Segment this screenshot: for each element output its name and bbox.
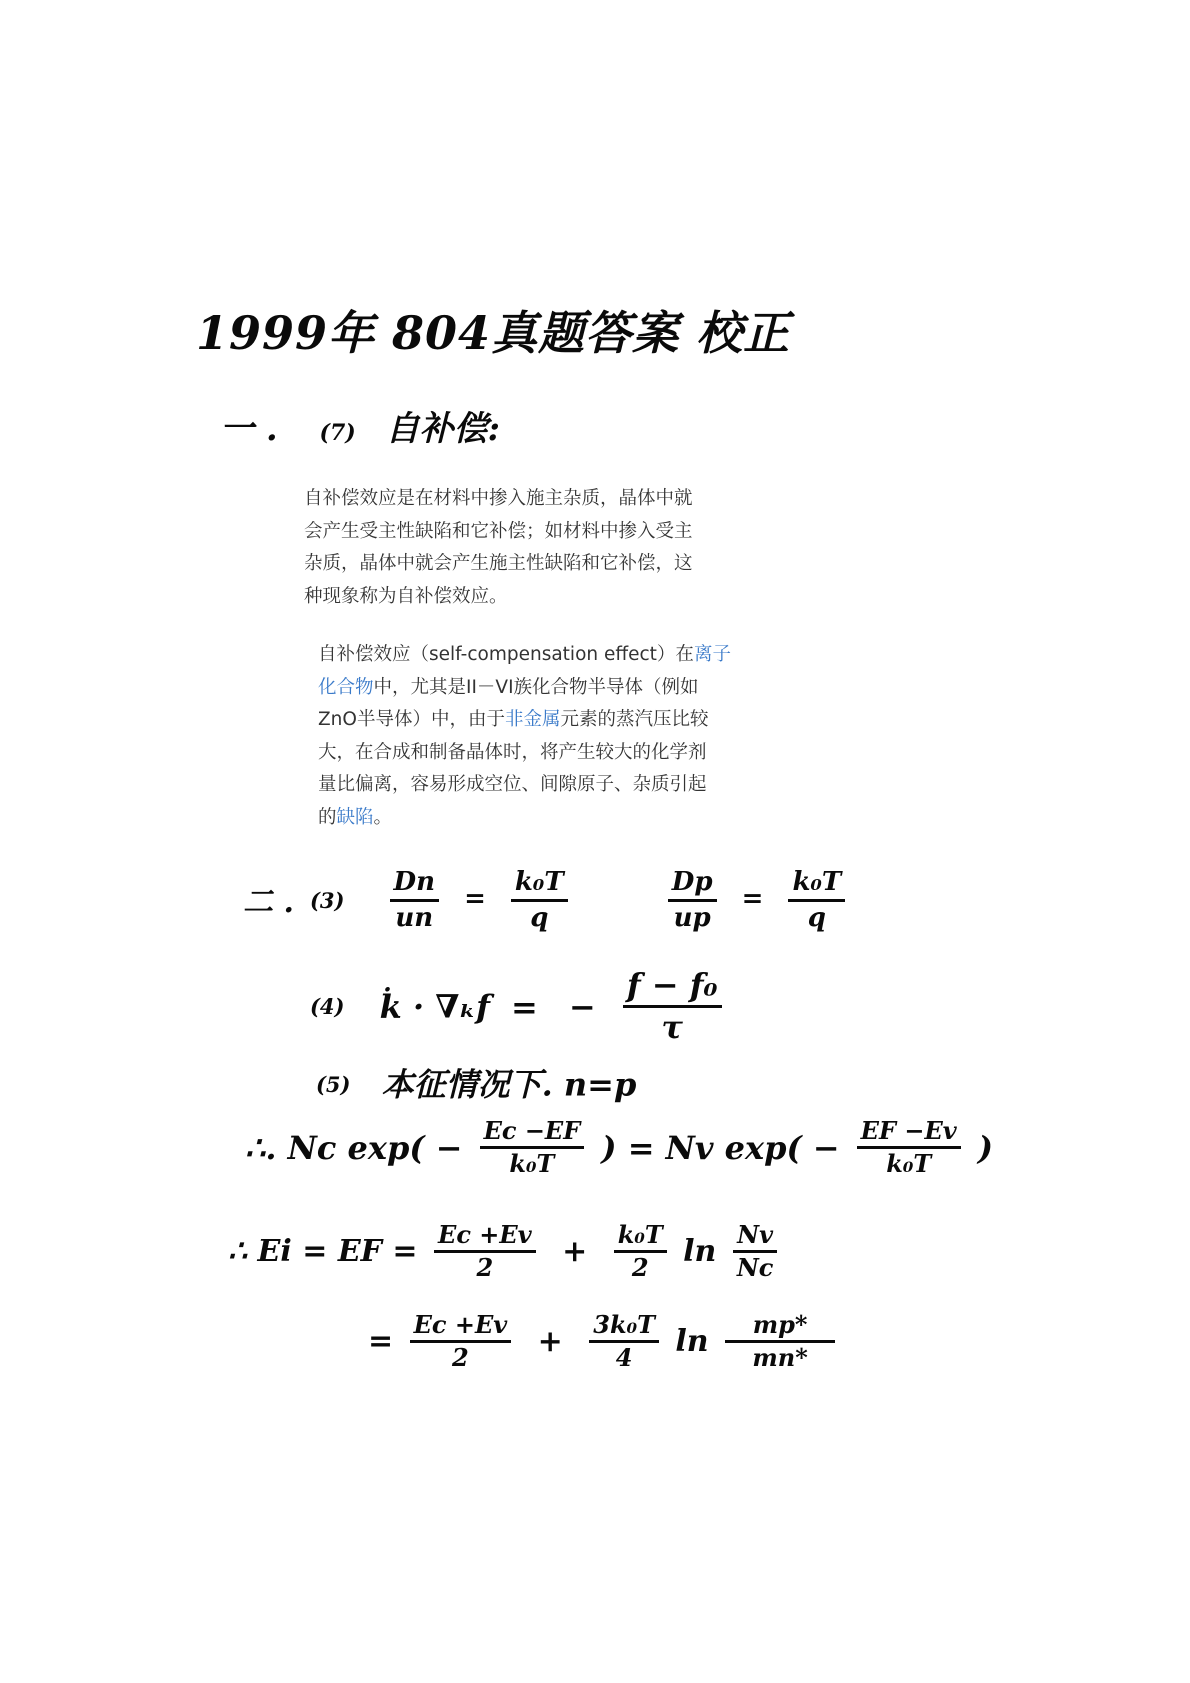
question-5 [316, 1065, 637, 1104]
link-compound[interactable]: 化合物 [318, 676, 374, 698]
fraction-numerator: Nv [737, 1220, 774, 1249]
fraction-denominator: 2 [476, 1253, 494, 1283]
fraction-denominator: k₀T [509, 1149, 555, 1179]
fraction-numerator: EF −Ev [860, 1116, 957, 1145]
fraction-numerator: k₀T [617, 1220, 663, 1249]
handwritten-title: 1999年 804真题答案 校正 [196, 306, 791, 360]
midgap-fraction [434, 1222, 536, 1282]
excerpt-definition [304, 483, 719, 613]
equals-sign: = [464, 884, 486, 915]
fraction-denominator: Nc [736, 1253, 774, 1283]
equals-sign: = [741, 884, 764, 915]
einstein-relation-n-rhs [511, 868, 568, 932]
derivation-line-1: ∴. Nc exp( − $\frac{Ec -EF}{\text{k₀T}}$ ) = Nv exp( − $\frac{EF -Ev}{\text{k₀T}}$ ) [245, 1116, 993, 1179]
excerpt-line: 量比偏离，容易形成空位、间隙原子、杂质引起 [318, 774, 707, 795]
excerpt-line: 杂质，晶体中就会产生施主性缺陷和它补偿，这 [304, 553, 693, 574]
link-nonmetal[interactable]: 非金属 [504, 709, 561, 730]
fraction-numerator: Dn [393, 867, 435, 897]
fraction-denominator: k₀T [886, 1149, 932, 1179]
fraction-denominator: q [530, 902, 549, 933]
fraction-denominator: 2 [631, 1253, 649, 1283]
link-ionic[interactable]: 离子 [693, 644, 731, 665]
fraction-bar [788, 899, 845, 902]
section-1-number: (7) [319, 420, 356, 446]
fraction-denominator: mn* [752, 1343, 808, 1373]
derivation-line-2: ∴ Ei = EF = $\frac{Ec +Ev}{2}$ + $\frac{\text{k₀T}}{2}$ ln $\frac{Nv}{Nc}$ [228, 1222, 783, 1282]
fraction-denominator: 4 [615, 1343, 633, 1373]
einstein-relation-p-rhs [788, 868, 845, 932]
question-5-number: (5) [316, 1072, 351, 1097]
excerpt-line: 的缺陷。 [318, 806, 393, 828]
section-1-title: 自补偿: [385, 409, 501, 449]
excerpt-line: 自补偿效应（self-compensation effect）在离子 [318, 644, 731, 665]
fraction-bar [390, 899, 439, 902]
minus-sign: − [568, 987, 596, 1026]
excerpt-encyclopedia [318, 639, 733, 834]
excerpt-line: 自补偿效应是在材料中掺入施主杂质，晶体中就 [304, 488, 693, 509]
einstein-relation-n [390, 868, 439, 932]
fraction-denominator: 2 [452, 1343, 469, 1373]
fraction-denominator: τ [661, 1008, 683, 1047]
fraction-numerator: Ec −EF [483, 1116, 581, 1145]
fraction-denominator: un [395, 902, 434, 933]
excerpt-line: 化合物中，尤其是II－VI族化合物半导体（例如 [318, 676, 699, 698]
thermal-fraction [614, 1222, 667, 1282]
equals-sign: = [510, 987, 538, 1026]
question-3 [310, 868, 851, 932]
dos-ratio-fraction [733, 1222, 778, 1282]
einstein-relation-p [668, 868, 717, 932]
excerpt-line: 种现象称为自补偿效应。 [304, 585, 508, 607]
excerpt-line: 会产生受主性缺陷和它补偿；如材料中掺入受主 [304, 520, 693, 542]
fraction-numerator: 3k₀T [593, 1310, 655, 1339]
effective-mass-fraction [725, 1312, 835, 1372]
boltzmann-lhs: k̇ · ∇ₖf [379, 987, 490, 1026]
question-3-number: (3) [310, 887, 345, 913]
derivation-line-3: = $\frac{Ec +Ev}{2}$ + $\frac{\text{3k₀T}}{4}$ ln $\frac{mp*}{mn*}$ [368, 1312, 841, 1372]
fraction-bar [668, 899, 717, 902]
fermi-fraction-2 [857, 1118, 961, 1178]
fraction-numerator: k₀T [514, 867, 564, 897]
fraction-bar [511, 899, 568, 902]
excerpt-line: 大，在合成和制备晶体时，将产生较大的化学剂 [318, 741, 707, 763]
fraction-denominator: q [807, 902, 826, 933]
fraction-numerator: mp* [752, 1310, 808, 1339]
fraction-denominator: up [673, 902, 711, 933]
relaxation-fraction [623, 968, 722, 1045]
question-5-text: 本征情况下. n=p [381, 1065, 637, 1104]
midgap-fraction [410, 1312, 512, 1372]
link-defect[interactable]: 缺陷 [336, 806, 374, 828]
fraction-numerator: Ec +Ev [413, 1310, 508, 1339]
section-1-heading [220, 409, 501, 449]
question-4-number: (4) [310, 994, 345, 1020]
fraction-numerator: Dp [671, 867, 713, 897]
thermal-fraction [589, 1312, 659, 1372]
fraction-numerator: k₀T [792, 867, 842, 897]
fermi-fraction-1 [480, 1118, 585, 1178]
section-2-marker: 二 . [243, 885, 294, 920]
fraction-numerator: Ec +Ev [438, 1220, 532, 1249]
fraction-numerator: f − f₀ [626, 966, 718, 1004]
question-4 [310, 968, 728, 1045]
section-1-marker: 一 . [220, 409, 278, 449]
excerpt-line: ZnO半导体）中，由于非金属元素的蒸汽压比较 [318, 709, 709, 730]
